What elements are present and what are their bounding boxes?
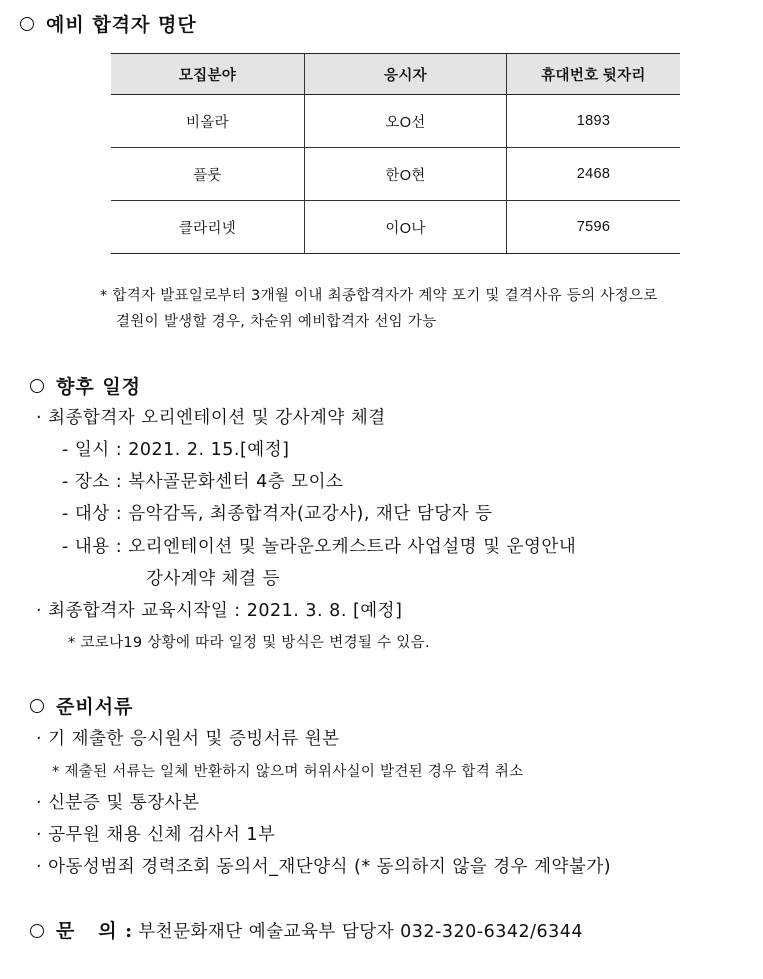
schedule-content: - 내용 : 오리엔테이션 및 놀라운오케스트라 사업설명 및 운영안내 bbox=[62, 537, 577, 557]
documents-heading: 준비서류 bbox=[30, 692, 133, 719]
schedule-item-orientation: · 최종합격자 오리엔테이션 및 강사계약 체결 bbox=[36, 408, 386, 428]
schedule-note: * 코로나19 상황에 따라 일정 및 방식은 변경될 수 있음. bbox=[68, 635, 430, 651]
circle-bullet-icon bbox=[20, 17, 34, 31]
documents-item-health-check: · 공무원 채용 신체 검사서 1부 bbox=[36, 825, 276, 845]
schedule-target: - 대상 : 음악감독, 최종합격자(교강사), 재단 담당자 등 bbox=[62, 504, 493, 524]
schedule-item-education-start: · 최종합격자 교육시작일 : 2021. 3. 8. [예정] bbox=[36, 601, 403, 621]
schedule-place: - 장소 : 복사골문화센터 4층 모이소 bbox=[62, 472, 344, 492]
table-cell: 오O선 bbox=[305, 95, 507, 148]
table-header-row bbox=[111, 54, 680, 95]
table-cell: 비올라 bbox=[111, 95, 305, 148]
table-row bbox=[111, 95, 680, 148]
contact-line bbox=[30, 916, 583, 943]
circle-bullet-icon bbox=[30, 379, 44, 393]
reserve-heading: 예비 합격자 명단 bbox=[20, 10, 197, 37]
column-header: 휴대번호 뒷자리 bbox=[541, 67, 646, 84]
table-cell: 클라리넷 bbox=[111, 201, 305, 254]
contact-label: 문 의 : bbox=[56, 920, 134, 942]
table-cell: 한O현 bbox=[305, 148, 507, 201]
circle-bullet-icon bbox=[30, 924, 44, 938]
schedule-content-continued: 강사계약 체결 등 bbox=[146, 569, 280, 589]
reserve-note-line1: * 합격자 발표일로부터 3개월 이내 최종합격자가 계약 포기 및 결격사유 등의 사정으로 bbox=[100, 288, 658, 304]
contact-value: 부천문화재단 예술교육부 담당자 032-320-6342/6344 bbox=[138, 922, 584, 942]
table-cell: 1893 bbox=[576, 113, 611, 129]
table-cell: 2468 bbox=[576, 166, 611, 182]
schedule-heading: 향후 일정 bbox=[30, 372, 141, 399]
reserve-table bbox=[111, 53, 680, 254]
table-cell: 이O나 bbox=[305, 201, 507, 254]
table-cell: 플룻 bbox=[111, 148, 305, 201]
column-header: 모집분야 bbox=[111, 54, 305, 95]
documents-item-id: · 신분증 및 통장사본 bbox=[36, 793, 200, 813]
table-cell: 7596 bbox=[576, 219, 611, 235]
table-row bbox=[111, 201, 680, 254]
circle-bullet-icon bbox=[30, 699, 44, 713]
documents-item-consent: · 아동성범죄 경력조회 동의서_재단양식 (* 동의하지 않을 경우 계약불가) bbox=[36, 857, 612, 877]
documents-item-original: · 기 제출한 응시원서 및 증빙서류 원본 bbox=[36, 729, 340, 749]
documents-note: * 제출된 서류는 일체 반환하지 않으며 허위사실이 발견된 경우 합격 취소 bbox=[52, 764, 524, 780]
reserve-note-line2: 결원이 발생할 경우, 차순위 예비합격자 선임 가능 bbox=[116, 314, 437, 330]
table-row bbox=[111, 148, 680, 201]
column-header: 응시자 bbox=[305, 54, 507, 95]
schedule-date: - 일시 : 2021. 2. 15.[예정] bbox=[62, 440, 290, 460]
